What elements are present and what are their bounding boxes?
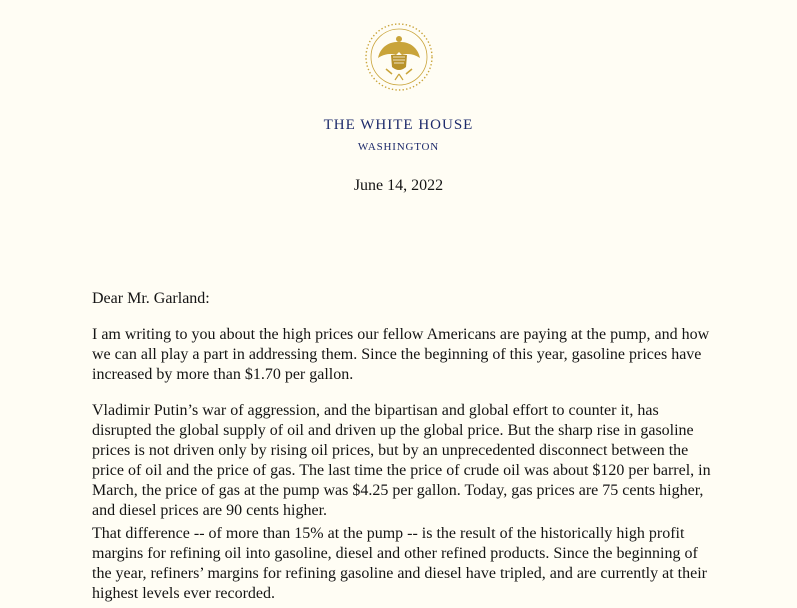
letterhead-title: THE WHITE HOUSE <box>323 117 474 133</box>
paragraph-line: March, the price of gas at the pump was $4.25 per gallon. Today, gas prices are 75 cents higher, <box>92 482 704 499</box>
paragraph-line: I am writing to you about the high prices our fellow Americans are paying at the pump, and how <box>92 326 710 343</box>
paragraph-2 <box>92 401 732 521</box>
salutation: Dear Mr. Garland: <box>92 290 210 307</box>
letterhead-location: WASHINGTON <box>357 141 440 153</box>
paragraph-line: and diesel prices are 90 cents higher. <box>92 502 328 519</box>
paragraph-line: That difference -- of more than 15% at the pump -- is the result of the historically high profit <box>92 525 685 542</box>
paragraph-line: highest levels ever recorded. <box>92 585 276 602</box>
paragraph-line: disrupted the global supply of oil and driven up the global price. But the sharp rise in gasoline <box>92 422 694 439</box>
letter-date: June 14, 2022 <box>353 177 444 194</box>
paragraph-line: price of oil and the price of gas. The last time the price of crude oil was about $120 per barrel, in <box>92 462 711 479</box>
paragraph-line: margins for refining oil into gasoline, diesel and other refined products. Since the beginning of <box>92 545 698 562</box>
paragraph-1 <box>92 325 732 385</box>
paragraph-line: the year, refiners’ margins for refining gasoline and diesel have tripled, and are currently at their <box>92 565 707 582</box>
paragraph-line: Vladimir Putin’s war of aggression, and the bipartisan and global effort to counter it, has <box>92 402 659 419</box>
paragraph-line: we can all play a part in addressing them. Since the beginning of this year, gasoline prices have <box>92 346 702 363</box>
paragraph-line: prices is not driven only by rising oil prices, but by an unprecedented disconnect between the <box>92 442 689 459</box>
paragraph-line: increased by more than $1.70 per gallon. <box>92 366 354 383</box>
presidential-seal-icon <box>364 22 434 92</box>
paragraph-3 <box>92 524 732 604</box>
